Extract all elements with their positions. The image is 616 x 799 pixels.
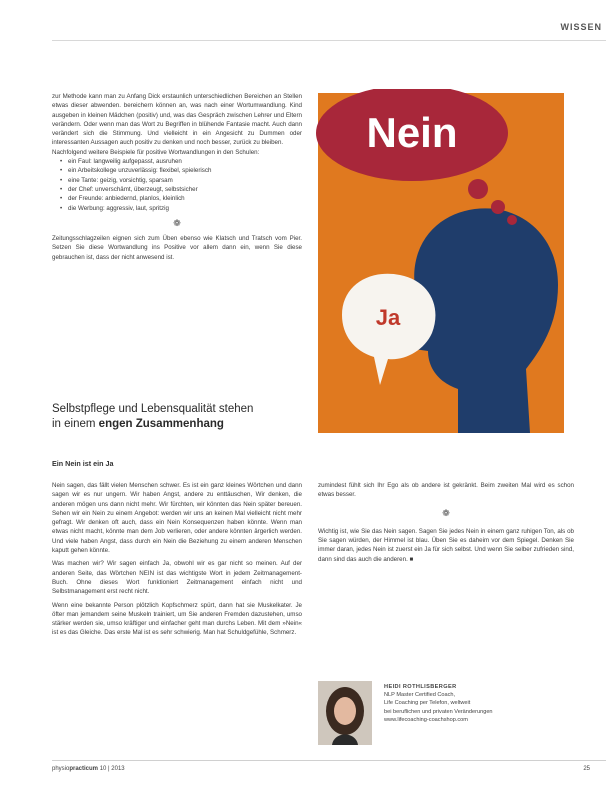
sub-heading: Ein Nein ist ein Ja — [52, 459, 114, 468]
intro-paragraph-2: Nachfolgend weitere Beispiele für positive Wortwandlungen in den Schulen: — [52, 148, 260, 156]
body-paragraph: zumindest fühlt sich Ihr Ego als ob andere ist gekränkt. Beim zweiten Mal wird es schon etwas besser. — [318, 482, 574, 499]
author-line: NLP Master Certified Coach, — [384, 692, 456, 699]
author-portrait-icon — [318, 681, 372, 745]
body-column-left — [52, 481, 302, 642]
body-column-right — [318, 481, 574, 564]
thought-dot — [507, 215, 517, 225]
list-item: • die Werbung: aggressiv, laut, spritzig — [60, 204, 302, 213]
heading-emphasis: engen Zusammenhang — [98, 418, 224, 430]
magazine-name-start: physio — [52, 766, 70, 772]
body-paragraph: Was machen wir? Wir sagen einfach Ja, obwohl wir es gar nicht so meinen. Auf der anderen Seite, das Wörtchen NEIN ist das wichtigste Wort in jedem Zeitmanagement-Buch. Ohne dieses Wort funktioniert Zeitmanagement einfach nicht und Selbstmanagement erst recht nicht. — [52, 560, 302, 596]
intro-column — [52, 92, 302, 262]
heading-line-2 — [52, 417, 292, 432]
section-heading — [52, 402, 292, 432]
list-item: • ein Faul: langweilig aufgepasst, ausruhen — [60, 157, 302, 166]
author-info — [384, 683, 493, 724]
body-paragraph: Nein sagen, das fällt vielen Menschen schwer. Es ist ein ganz kleines Wörtchen und dann sagen wir es nur ungern. Wir haben Angst, andere zu enttäuschen, Wir denken, die anderen mögen uns dann nicht mehr. Wir fürchten, wir könnten das Nein später bereuen. Sehen wir ein Nein zu einem Angebot: werden wir uns an keinen Mal vielleicht nicht mehr gefragt. Wir denken oft auch, dass ein Nein Konsequenzen haben könnte. Wenn man etwas nicht macht, könnte man dem Job verlieren, oder andere könnten ärgerlich werden. Und viele haben Angst, dass durch ein Nein die Beziehung zu einem anderen Menschen kaputt gehen könnte. — [52, 482, 302, 555]
bottom-rule — [52, 760, 606, 761]
author-website[interactable]: www.lifecoaching-coachshop.com — [384, 716, 468, 723]
section-tag: WISSEN — [560, 22, 602, 32]
author-name: HEIDI ROTHLISBERGER — [384, 684, 457, 690]
intro-paragraph-3: Zeitungsschlagzeilen eignen sich zum Üben ebenso wie Klatsch und Tratsch vom Pier. Setzen Sie diese Wortwandlung ins Positive vor allem dann ein, wenn Sie diese gebrauchen ist, dass der nicht anwesend ist. — [52, 235, 302, 261]
heading-line-2-start: in einem — [52, 418, 99, 430]
closing-paragraph-text: Wichtig ist, wie Sie das Nein sagen. Sagen Sie jedes Nein in einem ganz ruhigen Ton, als ob Sie sagen würden, der Himmel ist blau. Üben Sie es daheim vor dem Spiegel. Denken Sie immer daran, jedes Nein ist zuerst ein Ja für sich selbst. Und wenn Sie selber zufrieden sind, dann sind das auch die anderen. — [318, 527, 574, 563]
heading-line-1: Selbstpflege und Lebensqualität stehen — [52, 403, 254, 415]
issue-number: 10 | 2013 — [98, 766, 125, 772]
ja-word: Ja — [375, 305, 401, 330]
list-item: • der Freunde: anbiedernd, planlos, kleinlich — [60, 194, 302, 203]
author-box — [318, 681, 574, 761]
end-mark-icon: ■ — [409, 555, 414, 563]
body-paragraph — [318, 527, 574, 564]
intro-paragraph-1: zur Methode kann man zu Anfang Dick erstaunlich unterschiedlichen Bereichen an Stellen etwas dieser abwenden. bereichern können an, was nach einer Wortumwandlung. Kind ausgeben in kleinen Mädchen (positiv) und, was das Gespräch zwischen Lehrer und Eltern verändern. Oder wenn man das Wort zu Begriffen in blühende Fantasie macht. Auch dann verändert sich die Stimmung. Und vielleicht in ein Angesicht zu Dummen oder interessanten Aussagen auch positiv zu denken und noch besser, zurück zu bleiben. — [52, 93, 302, 147]
page-number: 25 — [583, 766, 590, 772]
magazine-name-bold: practicum — [69, 766, 99, 772]
thought-dot — [491, 200, 505, 214]
author-line: bei beruflichen und privaten Veränderungen — [384, 708, 493, 715]
flower-divider-icon: ❁ — [442, 507, 450, 518]
list-item: • ein Arbeitskollege unzuverlässig: flexibel, spielerisch — [60, 166, 302, 175]
body-paragraph: Wenn eine bekannte Person plötzlich Kopfschmerz spürt, dann hat sie Muskelkater. Je öfter man jemandem seine Muskeln trainiert, um Sie anderen Fremden dazustehen, umso stärker werden sie, umso kräftiger und einfacher geht man durchs Leben. Mit dem »Nein« ist es das Gleiche. Das erste Mal ist es sehr schwierig. Man hat Schuldgefühle, Schmerz. — [52, 601, 302, 637]
flower-divider-icon: ❁ — [173, 217, 181, 228]
example-list — [52, 157, 302, 213]
thought-dot — [468, 179, 488, 199]
nein-word: Nein — [366, 109, 458, 156]
nein-ja-illustration — [308, 89, 574, 441]
author-photo — [318, 681, 372, 745]
top-rule — [52, 40, 606, 41]
illustration-svg — [308, 89, 574, 441]
list-item: • der Chef: unverschämt, überzeugt, selbstsicher — [60, 185, 302, 194]
list-item: • eine Tante: geizig, vorsichtig, sparsam — [60, 176, 302, 185]
magazine-footer — [52, 766, 125, 772]
author-line: Life Coaching per Telefon, weltweit — [384, 700, 471, 707]
